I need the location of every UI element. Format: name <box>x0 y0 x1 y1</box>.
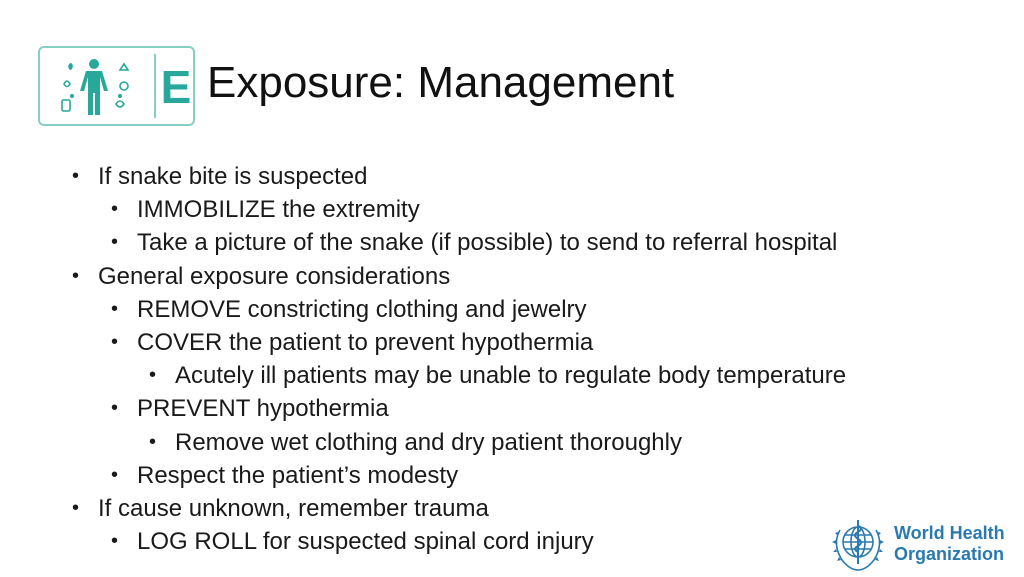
list-item-text: Remove wet clothing and dry patient thoroughly <box>175 428 682 456</box>
list-item <box>72 492 922 525</box>
who-logo <box>828 516 1018 572</box>
list-item-text: If cause unknown, remember trauma <box>98 494 489 522</box>
bullet-dot: • <box>111 198 119 221</box>
list-item-text: Respect the patient’s modesty <box>137 461 459 489</box>
human-body-exposure-icon <box>50 54 138 120</box>
list-item-text: Acutely ill patients may be unable to regulate body temperature <box>175 362 847 390</box>
bullet-dot: • <box>149 364 157 387</box>
bullet-list <box>72 160 922 558</box>
list-item-text: COVER the patient to prevent hypothermia <box>137 328 594 356</box>
bullet-dot: • <box>111 330 119 353</box>
list-item-text: REMOVE constricting clothing and jewelry <box>137 295 587 323</box>
list-item-text: Take a picture of the snake (if possible) to send to referral hospital <box>137 229 838 257</box>
list-item-text: PREVENT hypothermia <box>137 395 389 423</box>
who-wordmark <box>894 523 1018 565</box>
list-item <box>111 226 922 259</box>
badge-divider <box>154 54 156 118</box>
bullet-dot: • <box>72 264 80 287</box>
section-badge <box>38 46 195 126</box>
list-item <box>111 293 922 326</box>
bullet-dot: • <box>111 397 119 420</box>
list-item <box>149 359 922 392</box>
bullet-dot: • <box>111 530 119 553</box>
list-item-text: General exposure considerations <box>98 262 451 290</box>
bullet-dot: • <box>149 430 157 453</box>
slide-title: Exposure: Management <box>207 58 675 107</box>
list-item <box>111 459 922 492</box>
who-name-line2: Organization <box>894 544 1005 564</box>
list-item <box>111 193 922 226</box>
list-item <box>111 525 922 558</box>
badge-letter: E <box>160 61 192 113</box>
list-item <box>72 260 922 293</box>
list-item <box>111 392 922 425</box>
who-name-line1: World Health <box>894 523 1005 543</box>
bullet-dot: • <box>111 231 119 254</box>
list-item-text: IMMOBILIZE the extremity <box>137 196 420 224</box>
list-item <box>111 326 922 359</box>
bullet-dot: • <box>111 297 119 320</box>
bullet-dot: • <box>111 463 119 486</box>
list-item-text: If snake bite is suspected <box>98 163 368 190</box>
list-item <box>149 426 922 459</box>
list-item-text: LOG ROLL for suspected spinal cord injury <box>137 528 594 556</box>
who-emblem-icon <box>828 516 888 572</box>
bullet-dot: • <box>72 165 80 187</box>
bullet-dot: • <box>72 496 80 519</box>
list-item <box>72 160 922 193</box>
